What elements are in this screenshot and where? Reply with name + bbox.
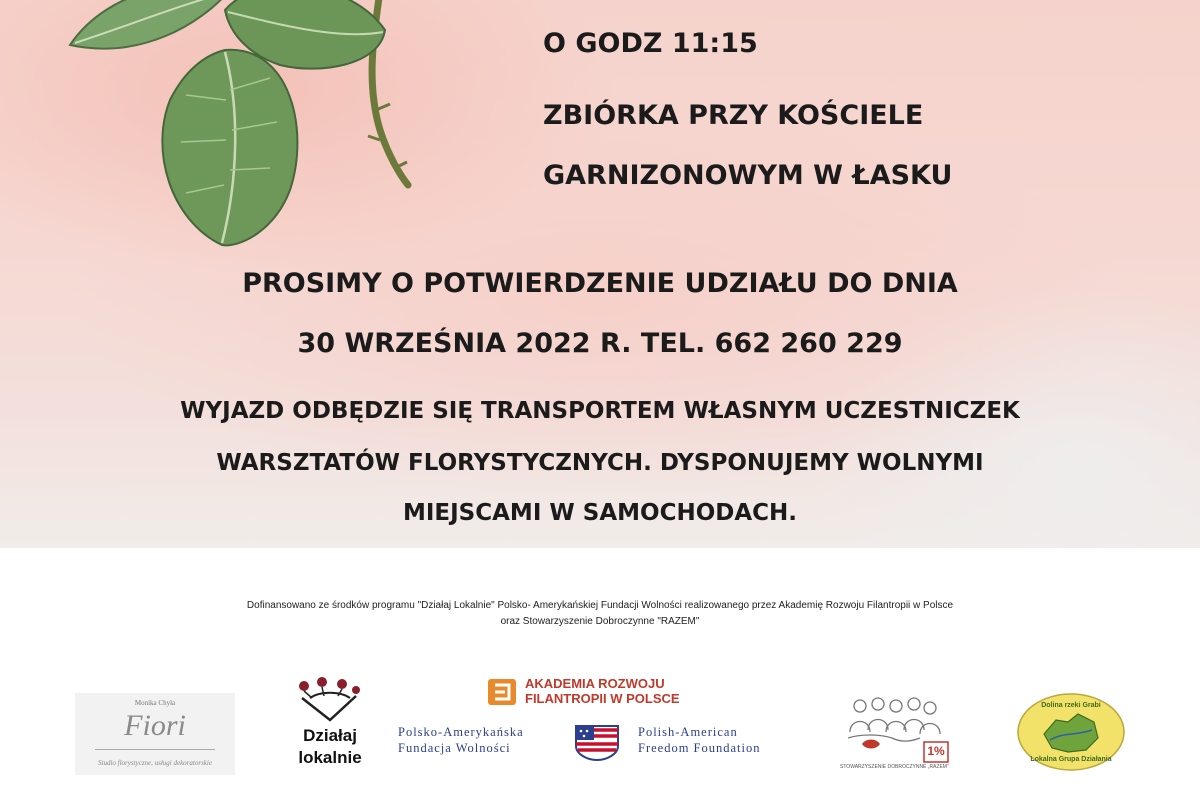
dzialaj-lokalnie-logo [290, 676, 370, 776]
funding-note-line1: Dofinansowano ze środków programu "Działaj Lokalnie" Polsko- Amerykańskiej Fundacji Wolności realizowanego przez Akademię Rozwoju Filantropii w Polsce [246, 600, 954, 611]
fiori-logo [75, 693, 235, 775]
dolina-grabi-logo [1016, 692, 1126, 772]
dolina-bottom-text: Lokalna Grupa Działania [1030, 756, 1112, 763]
transport-line1: WYJAZD ODBĘDZIE SIĘ TRANSPORTEM WŁASNYM UCZESTNICZEK [180, 398, 1020, 424]
akademia-line1: AKADEMIA ROZWOJU [525, 676, 665, 691]
transport-line2: WARSZTATÓW FLORYSTYCZNYCH. DYSPONUJEMY WOLNYMI [216, 450, 984, 476]
event-time: O GODZ 11:15 [543, 28, 758, 59]
pafw-flag-icon [572, 722, 622, 762]
fiori-logo-name: Fiori [124, 709, 186, 742]
akademia-logo [487, 676, 727, 708]
razem-logo [840, 694, 950, 774]
razem-caption: STOWARZYSZENIE DOBROCZYNNE „RAZEM” [840, 764, 949, 770]
fiori-logo-divider [95, 749, 215, 750]
pafw-pl-line1: Polsko-Amerykańska [398, 725, 524, 739]
pafw-en-line1: Polish-American [638, 725, 738, 739]
meeting-place-line2: GARNIZONOWYM W ŁASKU [543, 160, 953, 191]
razem-percent: 1% [927, 744, 945, 758]
pafw-logo [398, 722, 808, 767]
pafw-pl-line2: Fundacja Wolności [398, 741, 511, 755]
akademia-mark-icon [487, 678, 517, 706]
dolina-top-text: Dolina rzeki Grabi [1041, 702, 1101, 709]
rsvp-line1: PROSIMY O POTWIERDZENIE UDZIAŁU DO DNIA [242, 268, 958, 299]
fiori-logo-tagline: Studio florystyczne, usługi dekoratorskie [98, 759, 212, 767]
meeting-place-line1: ZBIÓRKA PRZY KOŚCIELE [543, 100, 924, 131]
dzialaj-lokalnie-line1: Działaj [303, 726, 357, 745]
funding-note-line2: oraz Stowarzyszenie Dobroczynne "RAZEM" [500, 616, 700, 627]
pafw-en-line2: Freedom Foundation [638, 741, 761, 755]
fiori-logo-owner: Monika Chyła [134, 699, 176, 707]
dzialaj-lokalnie-line2: lokalnie [298, 748, 362, 767]
leaf-branch-illustration [50, 0, 430, 260]
dzialaj-lokalnie-flower-icon [290, 676, 370, 726]
transport-line3: MIEJSCAMI W SAMOCHODACH. [402, 500, 798, 526]
akademia-line2: FILANTROPII W POLSCE [525, 691, 680, 706]
rsvp-line2: 30 WRZEŚNIA 2022 R. TEL. 662 260 229 [297, 328, 903, 359]
